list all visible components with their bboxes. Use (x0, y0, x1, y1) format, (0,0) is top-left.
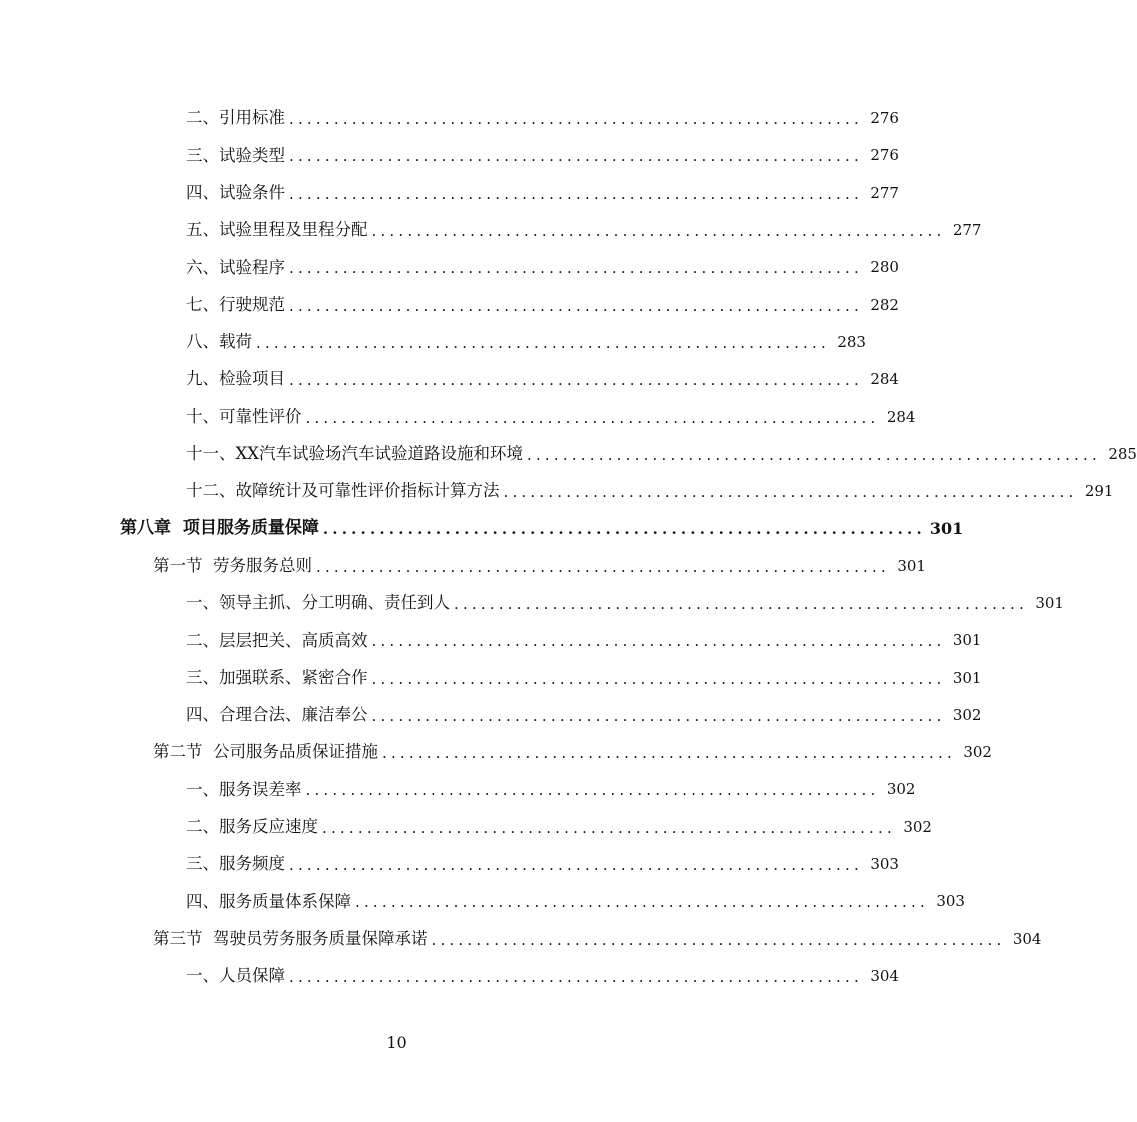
toc-entry-title: 十、可靠性评价 (186, 406, 302, 426)
toc-dot-leader: ................................................................ (454, 595, 1028, 613)
toc-entry-page-number: 302 (903, 817, 932, 836)
toc-entry-page-number: 304 (1012, 929, 1042, 948)
toc-entry-page-number: 303 (870, 855, 899, 874)
toc-entry-page-number: 282 (870, 295, 899, 314)
toc-section-entry[interactable] (0, 921, 1042, 958)
toc-subsection-entry[interactable] (0, 212, 982, 249)
toc-entry-page-number: 303 (936, 892, 965, 911)
toc-dot-leader: ................................................................ (289, 184, 863, 203)
toc-dot-leader: ................................................................ (322, 520, 926, 539)
toc-dot-leader: ................................................................ (289, 259, 863, 278)
toc-subsection-entry[interactable] (0, 249, 899, 286)
toc-entry-title: 二、服务反应速度 (186, 817, 318, 837)
toc-entry-title: 九、检验项目 (186, 369, 285, 389)
toc-subsection-entry[interactable] (0, 846, 899, 883)
toc-subsection-entry[interactable] (0, 324, 866, 361)
toc-subsection-entry[interactable] (0, 585, 1064, 622)
toc-entry-page-number: 302 (952, 705, 982, 724)
toc-dot-leader: ................................................................ (289, 967, 863, 986)
toc-chapter-entry[interactable] (0, 510, 964, 547)
toc-entry-page-number: 301 (1035, 594, 1064, 612)
toc-entry-page-number: 284 (870, 370, 899, 389)
toc-dot-leader: ................................................................ (527, 445, 1101, 464)
toc-entry-page-number: 301 (929, 518, 964, 538)
toc-entry-title: 二、层层把关、高质高效 (186, 630, 368, 650)
toc-dot-leader: ................................................................ (289, 856, 863, 875)
toc-entry-page-number: 280 (870, 258, 899, 277)
toc-dot-leader: ................................................................ (316, 557, 890, 576)
toc-entry-page-number: 285 (1108, 444, 1137, 463)
toc-dot-leader: ................................................................ (256, 333, 830, 352)
toc-entry-page-number: 301 (952, 631, 982, 650)
toc-entry-page-number: 291 (1084, 482, 1114, 501)
toc-dot-leader: ................................................................ (289, 296, 863, 315)
toc-dot-leader: ................................................................ (289, 147, 863, 166)
toc-entry-page-number: 301 (897, 556, 926, 575)
toc-subsection-entry[interactable] (0, 361, 899, 398)
toc-entry-title: 十一、XX汽车试验场汽车试验道路设施和环境 (186, 444, 523, 464)
toc-entry-title: 四、合理合法、廉洁奉公 (186, 705, 368, 725)
toc-subsection-entry[interactable] (0, 398, 916, 435)
toc-entry-page-number: 277 (870, 183, 899, 202)
toc-entry-title: 三、试验类型 (186, 145, 285, 165)
toc-dot-leader: ................................................................ (503, 483, 1078, 502)
toc-entry-title: 第一节 劳务服务总则 (153, 555, 312, 575)
toc-subsection-entry[interactable] (0, 175, 899, 212)
toc-entry-title: 六、试验程序 (186, 257, 285, 277)
toc-entry-title: 四、试验条件 (186, 182, 285, 202)
toc-entry-title: 七、行驶规范 (186, 294, 285, 314)
toc-entry-title: 五、试验里程及里程分配 (186, 220, 368, 240)
toc-subsection-entry[interactable] (0, 100, 899, 137)
toc-entry-page-number: 284 (886, 407, 916, 426)
toc-section-entry[interactable] (0, 734, 992, 771)
toc-entry-title: 第八章 项目服务质量保障 (120, 518, 319, 539)
table-of-contents (0, 100, 1137, 995)
toc-dot-leader: ................................................................ (289, 110, 863, 129)
toc-dot-leader: ................................................................ (371, 706, 946, 725)
toc-dot-leader: ................................................................ (289, 371, 863, 390)
toc-entry-title: 三、加强联系、紧密合作 (186, 667, 368, 687)
toc-subsection-entry[interactable] (0, 659, 982, 696)
toc-dot-leader: ................................................................ (371, 632, 946, 651)
toc-entry-page-number: 302 (886, 780, 916, 799)
toc-subsection-entry[interactable] (0, 697, 982, 734)
toc-subsection-entry[interactable] (0, 436, 1137, 473)
toc-entry-title: 第三节 驾驶员劳务服务质量保障承诺 (153, 928, 428, 948)
toc-dot-leader: ................................................................ (322, 818, 896, 837)
toc-entry-page-number: 301 (952, 668, 982, 687)
toc-subsection-entry[interactable] (0, 622, 982, 659)
toc-dot-leader: ................................................................ (431, 930, 1006, 949)
toc-subsection-entry[interactable] (0, 883, 965, 920)
toc-entry-title: 一、人员保障 (186, 966, 285, 986)
toc-entry-title: 十二、故障统计及可靠性评价指标计算方法 (186, 481, 500, 501)
toc-dot-leader: ................................................................ (305, 408, 880, 427)
toc-entry-title: 一、领导主抓、分工明确、责任到人 (186, 593, 450, 613)
toc-entry-title: 第二节 公司服务品质保证措施 (153, 742, 378, 762)
toc-subsection-entry[interactable] (0, 771, 916, 808)
toc-subsection-entry[interactable] (0, 473, 1114, 510)
toc-entry-page-number: 276 (870, 146, 899, 165)
page-number: 10 (386, 1033, 407, 1052)
toc-dot-leader: ................................................................ (355, 893, 929, 912)
toc-entry-page-number: 304 (870, 966, 899, 985)
toc-entry-title: 二、引用标准 (186, 108, 285, 128)
toc-entry-title: 一、服务误差率 (186, 779, 302, 799)
toc-dot-leader: ................................................................ (371, 669, 946, 688)
toc-entry-title: 三、服务频度 (186, 854, 285, 874)
toc-entry-page-number: 302 (963, 743, 992, 762)
toc-entry-title: 八、载荷 (186, 332, 252, 352)
toc-dot-leader: ................................................................ (305, 781, 880, 800)
toc-section-entry[interactable] (0, 548, 926, 585)
toc-dot-leader: ................................................................ (382, 744, 956, 763)
toc-subsection-entry[interactable] (0, 286, 899, 323)
toc-entry-page-number: 276 (870, 109, 899, 128)
toc-subsection-entry[interactable] (0, 809, 932, 846)
toc-entry-page-number: 283 (837, 332, 866, 351)
toc-entry-page-number: 277 (952, 221, 982, 240)
toc-entry-title: 四、服务质量体系保障 (186, 891, 351, 911)
toc-subsection-entry[interactable] (0, 137, 899, 174)
toc-subsection-entry[interactable] (0, 958, 899, 995)
toc-dot-leader: ................................................................ (371, 222, 946, 241)
